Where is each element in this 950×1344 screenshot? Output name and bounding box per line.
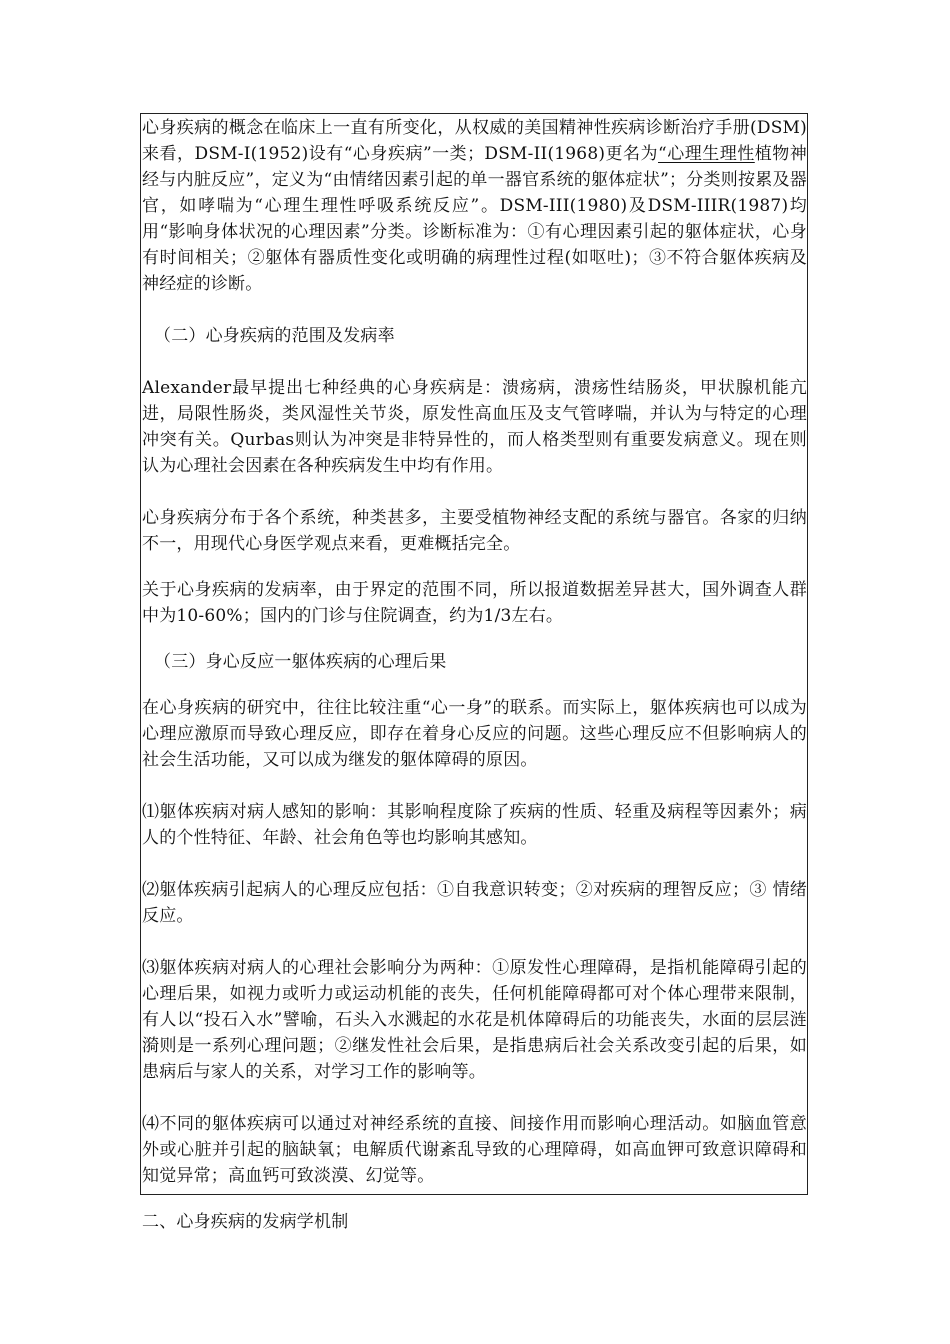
paragraph-classic-diseases: Alexander最早提出七种经典的心身疾病是：溃疡病，溃疡性结肠炎，甲状腺机能亢进，局限性肠炎，类风湿性关节炎，原发性高血压及支气管哮喘，并认为与特定的心理冲突有关。Qurbas则认为冲突是非特异性的，而人格类型则有重要发病意义。现在则认为心理社会因素在各种疾病发生中均有作用。 bbox=[142, 378, 807, 476]
list-item-perception: ⑴躯体疾病对病人感知的影响：其影响程度除了疾病的性质、轻重及病程等因素外；病人的个性特征、年龄、社会角色等也均影响其感知。 bbox=[142, 802, 807, 848]
list-item-psych-reaction: ⑵躯体疾病引起病人的心理反应包括：①自我意识转变；②对疾病的理智反应；③ 情绪反应。 bbox=[142, 880, 807, 926]
list-item-social-impact: ⑶躯体疾病对病人的心理社会影响分为两种：①原发性心理障碍，是指机能障碍引起的心理后果，如视力或听力或运动机能的丧失，任何机能障碍都可对个体心理带来限制，有人以“投石入水”譬喻，石头入水溅起的水花是机体障碍后的功能丧失，水面的层层涟漪则是一系列心理问题；②继发性社会后果，是指患病后社会关系改变引起的后果，如患病后与家人的关系，对学习工作的影响等。 bbox=[142, 958, 807, 1082]
paragraph-dsm-history bbox=[142, 115, 807, 297]
section-heading-pathogenesis: 二、心身疾病的发病学机制 bbox=[142, 1212, 349, 1232]
paragraph-incidence: 关于心身疾病的发病率，由于界定的范围不同，所以报道数据差异甚大，国外调查人群中为10-60%；国内的门诊与住院调查，约为1/3左右。 bbox=[142, 580, 807, 626]
document-body bbox=[142, 115, 807, 1235]
paragraph-somatopsychic-intro: 在心身疾病的研究中，往往比较注重“心一身”的联系。而实际上，躯体疾病也可以成为心理应激原而导致心理反应，即存在着身心反应的问题。这些心理反应不但影响病人的社会生活功能，又可以成为继发的躯体障碍的原因。 bbox=[142, 698, 807, 770]
subheading-somatopsychic: （三）身心反应一躯体疾病的心理后果 bbox=[154, 652, 447, 672]
paragraph-text: 心身疾病的概念在临床上一直有所变化，从权威的美国精神性疾病诊断治疗手册(DSM)来看，DSM-I(1952)设有“心身疾病”一类；DSM-II(1968)更名为 bbox=[142, 118, 807, 164]
subheading-scope-incidence: （二）心身疾病的范围及发病率 bbox=[154, 326, 395, 346]
paragraph-text: 植物神经与内脏反应”，定义为“由情绪因素引起的单一器官系统的躯体症状”；分类则按累及器官，如哮喘为“心理生理性呼吸系统反应”。DSM-III(1980)及DSM-IIIR(1987)均用“影响身体状况的心理因素”分类。诊断标准为：①有心理因素引起的躯体症状，心身有时间相关；②躯体有器质性变化或明确的病理性过程(如呕吐)；③不符合躯体疾病及神经症的诊断。 bbox=[142, 144, 807, 294]
paragraph-distribution: 心身疾病分布于各个系统，种类甚多，主要受植物神经支配的系统与器官。各家的归纳不一，用现代心身医学观点来看，更难概括完全。 bbox=[142, 508, 807, 554]
list-item-neural-effects: ⑷不同的躯体疾病可以通过对神经系统的直接、间接作用而影响心理活动。如脑血管意外或心脏并引起的脑缺氧；电解质代谢紊乱导致的心理障碍，如高血钾可致意识障碍和知觉异常；高血钙可致淡漠、幻觉等。 bbox=[142, 1114, 807, 1186]
underlined-text: “心理生理性 bbox=[658, 144, 755, 164]
